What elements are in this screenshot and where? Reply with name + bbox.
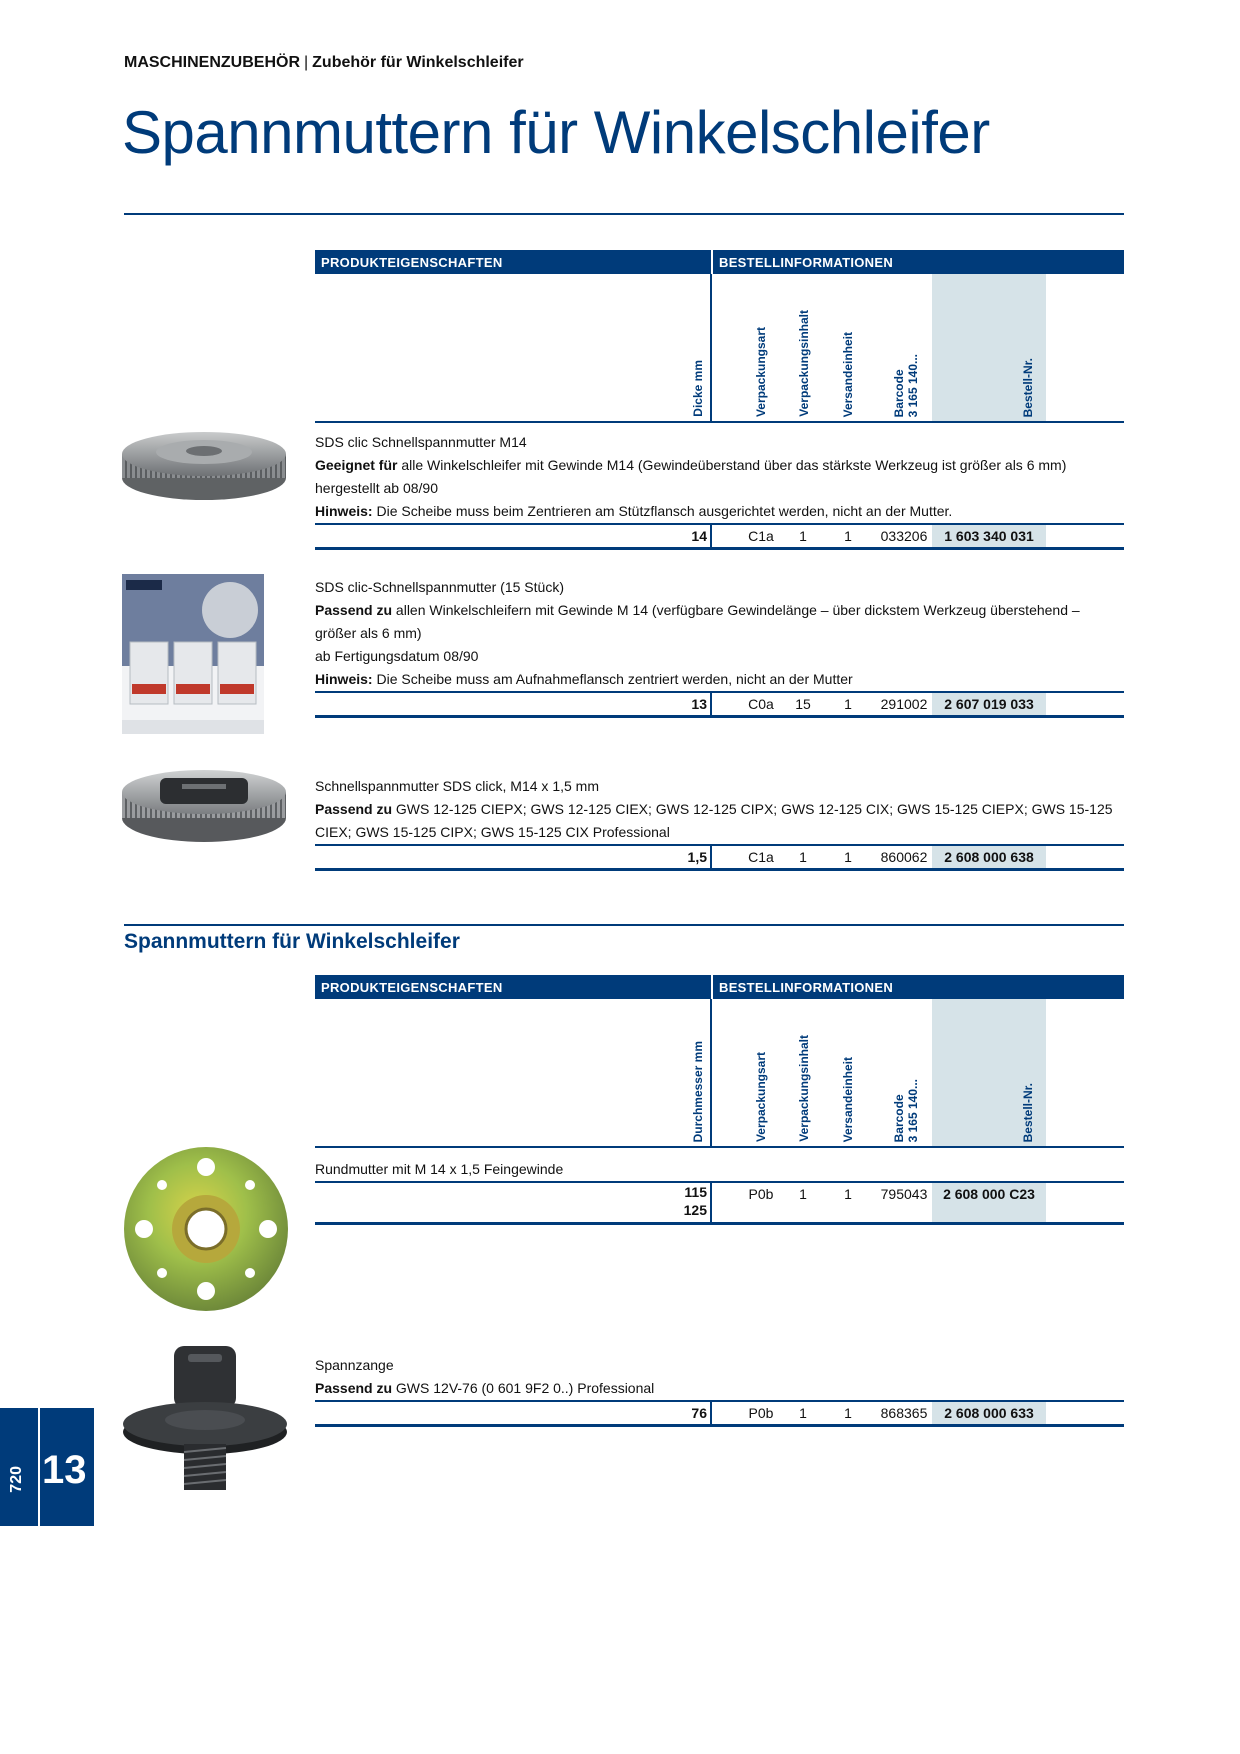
product-4-order-no: 2 608 000 C23 [943,1186,1035,1202]
breadcrumb-separator: | [304,54,309,71]
product-4-packaging-type: P0b [748,1186,774,1202]
product-2-packaging-type: C0a [748,696,774,712]
sds-click-nut-image [120,768,288,849]
product-3-packaging-type: C1a [748,849,774,865]
section-2-divider [124,924,1124,926]
product-1-name: SDS clic Schnellspannmutter M14 [315,434,527,450]
product-5-barcode: 868365 [880,1405,928,1421]
product-1-barcode: 033206 [880,528,928,544]
product-5-packaging-content: 1 [799,1405,807,1421]
product-2-date: ab Fertigungsdatum 08/90 [315,648,479,664]
product-3-row-bottom [315,868,1124,871]
product-1-divider [710,524,712,547]
product-2-description: Passend zu allen Winkelschleifern mit Gewinde M 14 (verfügbare Gewindelänge – über dickstem Werkzeug überstehend – größer als 6 mm) [315,602,1080,641]
breadcrumb [124,54,524,72]
product-5-order-no: 2 608 000 633 [944,1405,1034,1421]
product-2-row-bottom [315,715,1124,718]
product-4 [315,1158,1124,1218]
product-1-description: Geeignet für alle Winkelschleifer mit Gewinde M14 (Gewindeüberstand über das stärkste Werkzeug ist größer als 6 mm) [315,457,1067,473]
chapter-number: 13 [42,1448,87,1492]
section-2-title: Spannmuttern für Winkelschleifer [124,930,460,953]
product-4-packaging-content: 1 [799,1186,807,1202]
product-5-divider [710,1401,712,1424]
table-2-col-packaging-type: Verpackungsart [754,1051,768,1142]
product-2-note: Hinweis: Die Scheibe muss am Aufnahmeflansch zentriert werden, nicht an der Mutter [315,671,853,687]
table-2-header-bottom-line [315,1146,1124,1148]
table-1-col-order-no: Bestell-Nr. [1021,357,1035,417]
product-3-shipping-unit: 1 [844,849,852,865]
table-2-header-product: PRODUKTEIGENSCHAFTEN [315,975,711,999]
table-2 [315,975,1124,1155]
product-4-diameter-2: 125 [683,1202,707,1218]
table-1-header-bottom-line [315,421,1124,423]
product-5-row-bottom [315,1424,1124,1427]
table-1-header-order: BESTELLINFORMATIONEN [713,250,1124,274]
product-4-name: Rundmutter mit M 14 x 1,5 Feingewinde [315,1161,564,1177]
product-4-diameter-1: 115 [684,1184,707,1200]
product-4-row-bottom [315,1222,1124,1225]
product-5-diameter: 76 [691,1405,707,1421]
page-tab-split [38,1408,40,1526]
product-5-packaging-type: P0b [748,1405,774,1421]
product-1-shipping-unit: 1 [844,528,852,544]
sds-clic-nut-image [120,428,288,507]
product-3-thickness: 1,5 [687,849,707,865]
table-2-col-barcode: Barcode 3 165 140... [892,1078,920,1142]
table-1-col-shipping-unit: Versandeinheit [841,331,855,417]
product-4-shipping-unit: 1 [844,1186,852,1202]
product-5-description: Passend zu GWS 12V-76 (0 601 9F2 0..) Professional [315,1380,655,1396]
product-5 [315,1354,1124,1434]
product-1-row-bottom [315,547,1124,550]
product-1-thickness: 14 [691,528,707,544]
product-2-barcode: 291002 [880,696,928,712]
page-number: 720 [8,1466,25,1493]
product-3-packaging-content: 1 [799,849,807,865]
product-3-description: Passend zu GWS 12-125 CIEPX; GWS 12-125 CIEX; GWS 12-125 CIPX; GWS 12-125 CIX; GWS 15-125 CIEPX; GWS 15-125 CIEX; GWS 15-125 CIPX; GWS 15-125 CIX Professional [315,801,1113,840]
product-3-divider [710,845,712,868]
product-2 [315,576,1124,716]
table-2-col-packaging-content: Verpackungsinhalt [797,1035,811,1142]
product-2-shipping-unit: 1 [844,696,852,712]
product-1-packaging-content: 1 [799,528,807,544]
product-5-shipping-unit: 1 [844,1405,852,1421]
table-1-col-packaging-content: Verpackungsinhalt [797,310,811,417]
product-1-packaging-type: C1a [748,528,774,544]
sds-clic-display-box-image [120,570,266,745]
product-5-name: Spannzange [315,1357,394,1373]
page-tab [0,1408,94,1526]
table-1-col-barcode: Barcode 3 165 140... [892,353,920,417]
product-2-divider [710,692,712,715]
table-1-col-thickness: Dicke mm [691,360,705,417]
page-title: Spannmuttern für Winkelschleifer [122,99,990,166]
product-3 [315,775,1124,875]
product-2-packaging-content: 15 [795,696,811,712]
table-2-header-order: BESTELLINFORMATIONEN [713,975,1124,999]
product-4-divider [710,1182,712,1223]
product-3-name: Schnellspannmutter SDS click, M14 x 1,5 mm [315,778,599,794]
product-2-name: SDS clic-Schnellspannmutter (15 Stück) [315,579,564,595]
product-3-order-no: 2 608 000 638 [944,849,1034,865]
table-1-col-packaging-type: Verpackungsart [754,326,768,417]
product-1-order-no: 1 603 340 031 [944,528,1034,544]
product-2-order-no: 2 607 019 033 [944,696,1034,712]
table-2-col-order-no: Bestell-Nr. [1021,1082,1035,1142]
breadcrumb-primary: MASCHINENZUBEHÖR [124,54,300,71]
breadcrumb-secondary: Zubehör für Winkelschleifer [312,54,524,71]
title-divider [124,213,1124,215]
table-1-header-product: PRODUKTEIGENSCHAFTEN [315,250,711,274]
product-1-note: Hinweis: Die Scheibe muss beim Zentrieren am Stützflansch ausgerichtet werden, nicht an der Mutter. [315,503,953,519]
clamp-collet-image [120,1344,290,1499]
product-2-thickness: 13 [691,696,707,712]
table-2-col-shipping-unit: Versandeinheit [841,1056,855,1142]
product-1-date: hergestellt ab 08/90 [315,480,438,496]
product-3-barcode: 860062 [880,849,928,865]
product-1 [315,431,1124,551]
product-4-barcode: 795043 [880,1186,928,1202]
table-2-col-diameter: Durchmesser mm [691,1040,705,1142]
round-nut-image [122,1145,290,1318]
